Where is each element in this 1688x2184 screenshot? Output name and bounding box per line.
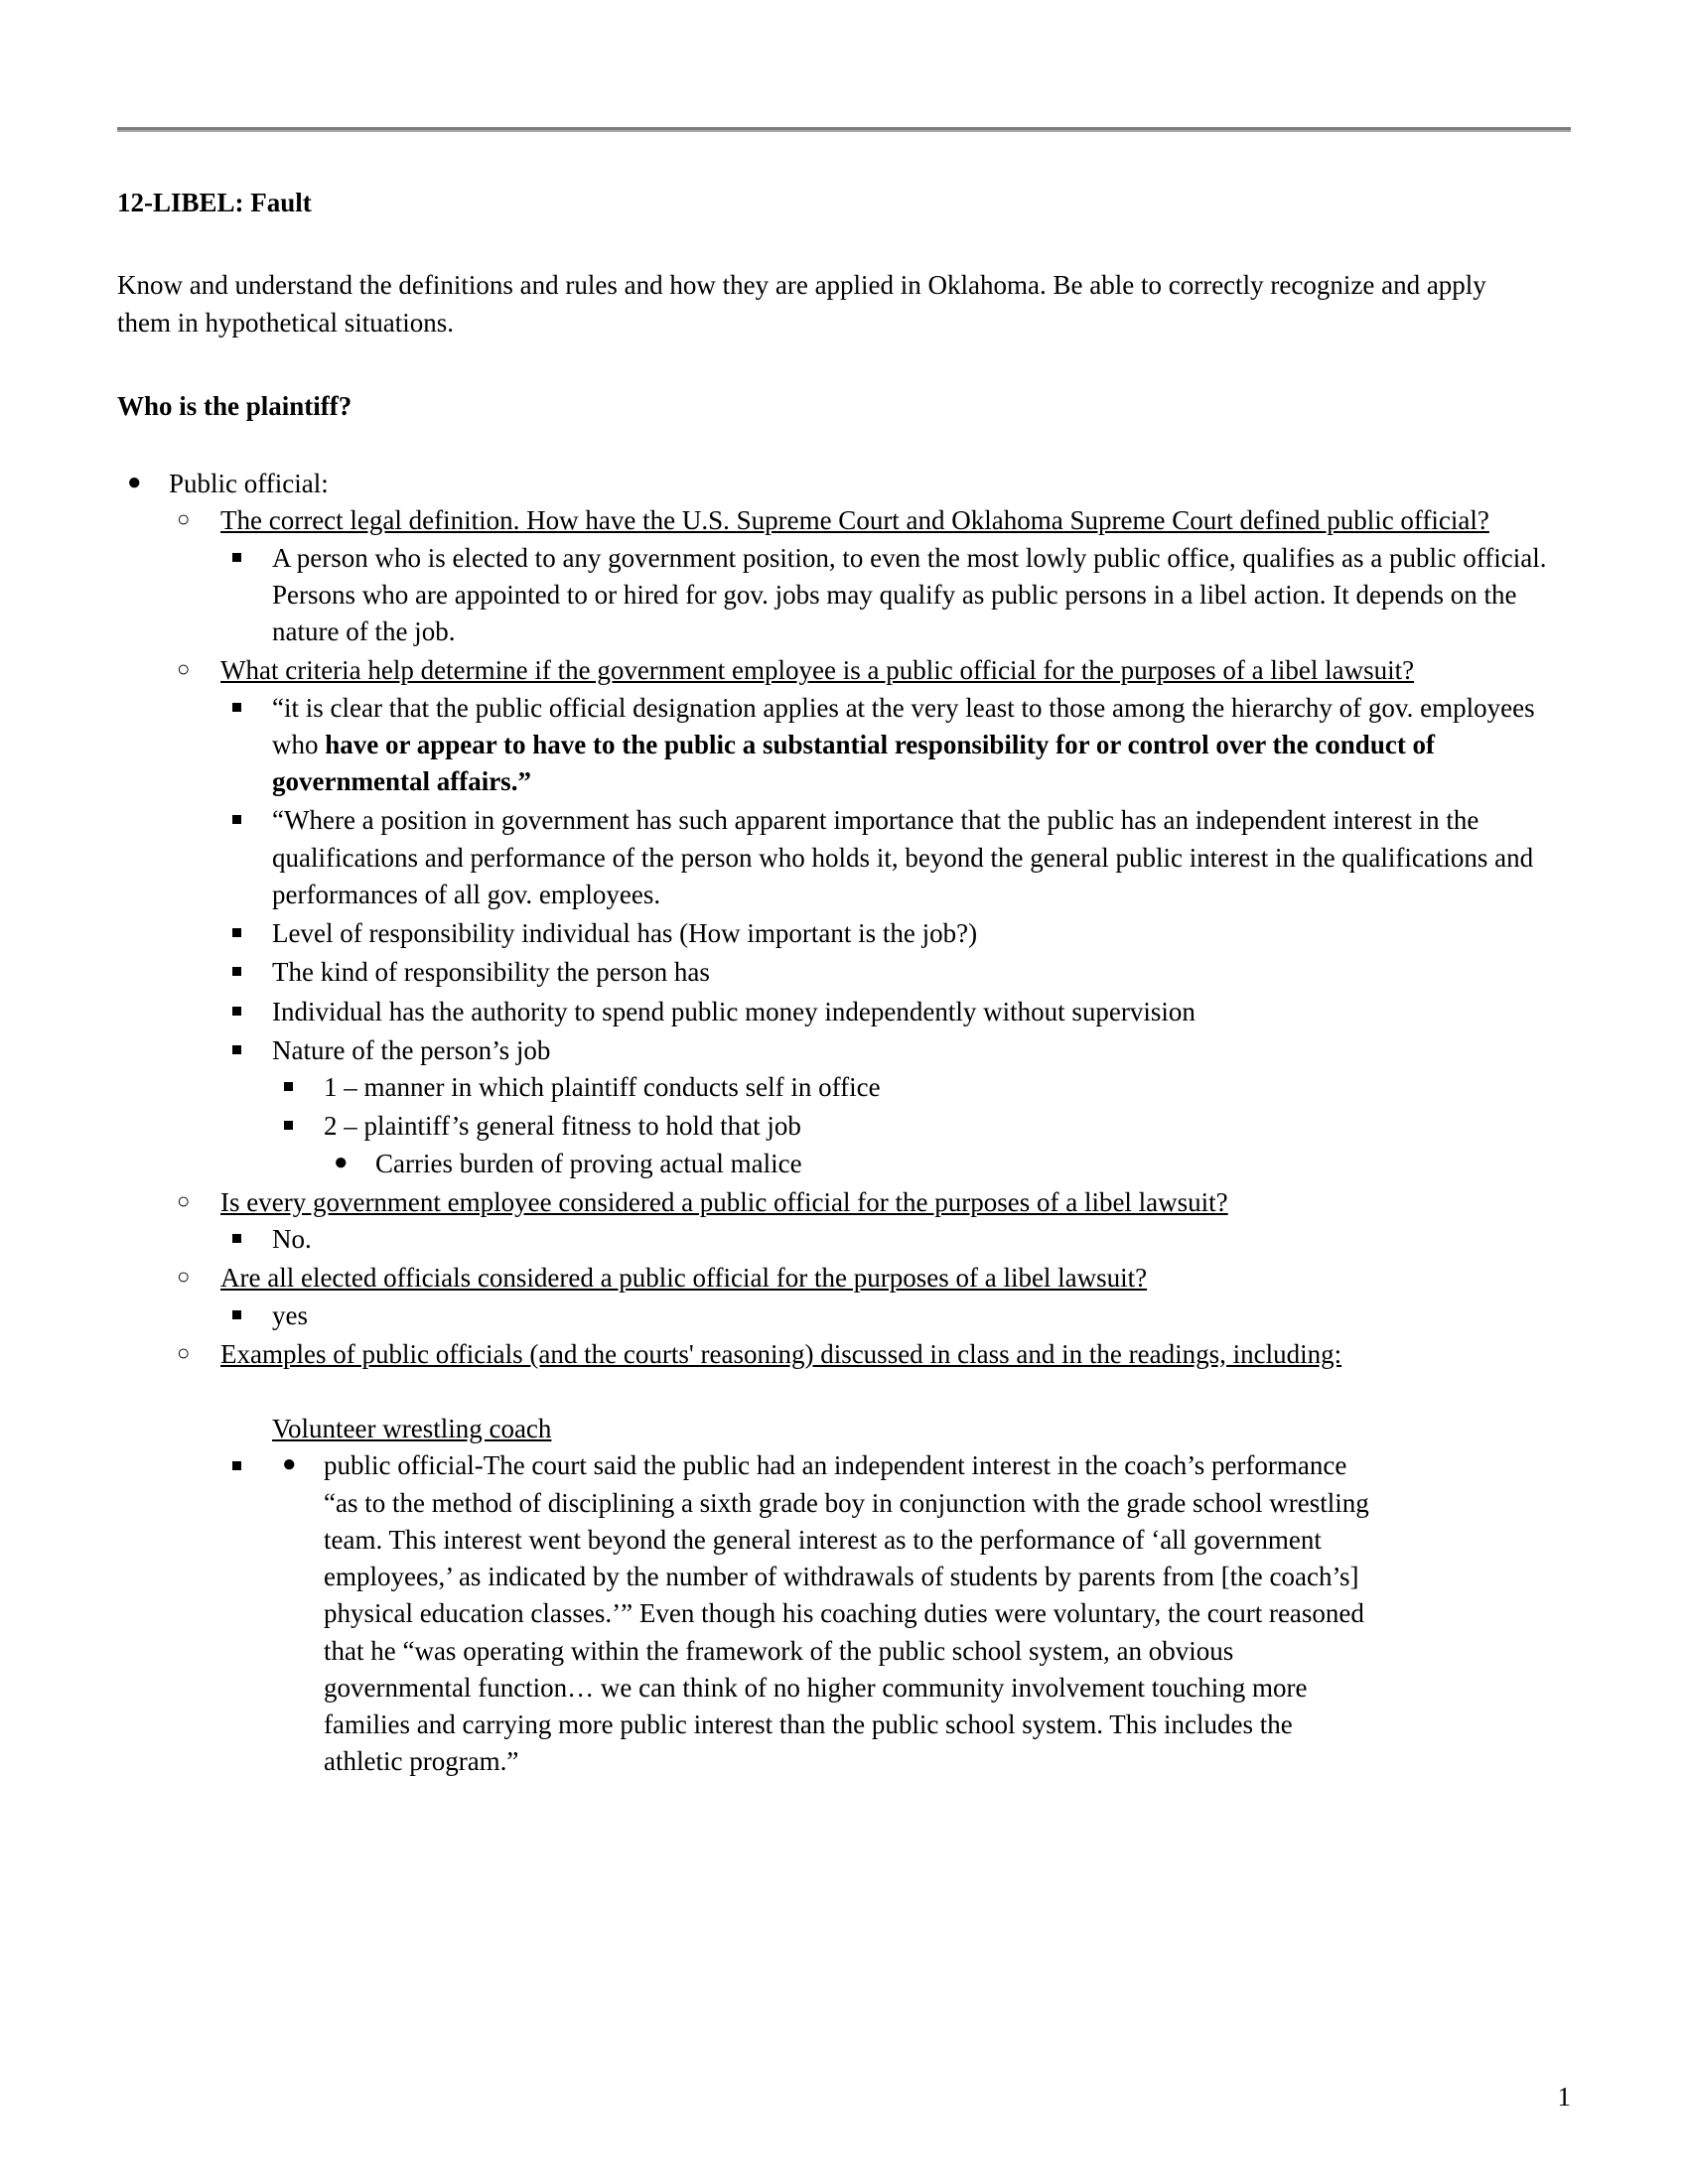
outline-level-3 <box>220 690 1571 1182</box>
list-item-question-criteria <box>169 652 1571 1182</box>
bullet-square-icon <box>232 1045 241 1054</box>
list-item-answer <box>220 1297 1571 1334</box>
criterion-text: Individual has the authority to spend public money independently without supervision <box>272 996 1196 1026</box>
bullet-circle-icon: ○ <box>177 1339 191 1365</box>
outline-level-3 <box>220 1297 1571 1334</box>
question-text: Are all elected officials considered a public official for the purposes of a libel lawsuit? <box>220 1263 1148 1294</box>
list-item-question-every-employee <box>169 1184 1571 1259</box>
bullet-square-icon <box>232 815 241 824</box>
bullet-square-icon <box>284 1121 293 1130</box>
outline-level-5 <box>324 1146 1571 1182</box>
criterion-text: Nature of the person’s job <box>272 1034 551 1065</box>
page-sheet <box>117 0 1571 2184</box>
bullet-circle-icon: ○ <box>177 506 191 532</box>
list-item-criterion-spend-public-money <box>220 994 1571 1030</box>
question-text: Examples of public officials (and the courts' reasoning) discussed in class and in the readings, including: <box>220 1338 1342 1369</box>
bullet-square-icon <box>284 1082 293 1091</box>
point-text: 2 – plaintiff’s general fitness to hold that job <box>324 1111 801 1142</box>
list-item-answer <box>220 1221 1571 1258</box>
outline-level-2 <box>169 502 1571 1780</box>
point-text: 1 – manner in which plaintiff conducts self in office <box>324 1072 881 1103</box>
intro-paragraph: Know and understand the definitions and rules and how they are applied in Oklahoma. Be able to correctly recognize and apply them in hypothetical situations. <box>117 270 1486 339</box>
bullet-disc-icon: ● <box>127 470 142 496</box>
point-text: Carries burden of proving actual malice <box>375 1148 802 1178</box>
bullet-disc-icon: ● <box>334 1149 349 1175</box>
bullet-square-icon <box>232 928 241 937</box>
outline-level-3 <box>220 1411 1571 1781</box>
list-item-nature-point-2 <box>272 1108 1571 1182</box>
quote-plain-part: “it is clear that the public official designation applies at the very least to those among the hierarchy of gov. employees who <box>272 692 1535 759</box>
criterion-text: The kind of responsibility the person has <box>272 957 710 988</box>
list-item-criterion-level-of-responsibility <box>220 915 1571 952</box>
bullet-square-icon <box>232 1461 241 1470</box>
quote-text <box>272 693 1535 797</box>
bullet-square-icon <box>232 1007 241 1016</box>
page-title: 12-LIBEL: Fault <box>117 188 312 217</box>
outline-level-4 <box>272 1069 1571 1182</box>
quote-text: “Where a position in government has such apparent importance that the public has an independent interest in the qualifications and performance of the person who holds it, beyond the general public interest in the qualifications and performances of all gov. employees. <box>272 805 1534 909</box>
answer-text: A person who is elected to any government position, to even the most lowly public office, qualifies as a public official. Persons who are appointed to or hired for gov. jobs may qualify as public persons in a libel action. It depends on the nature of the job. <box>272 542 1547 647</box>
outline-level-1 <box>117 466 1571 1781</box>
question-text: Is every government employee considered a public official for the purposes of a libel lawsuit? <box>220 1186 1228 1217</box>
list-item-quote-apparent-importance <box>220 802 1571 913</box>
question-text: What criteria help determine if the government employee is a public official for the purposes of a libel lawsuit? <box>220 655 1415 686</box>
list-item-label: Public official: <box>169 469 329 499</box>
bullet-disc-icon: ● <box>282 1451 297 1478</box>
example-reasoning-text: public official-The court said the public had an independent interest in the coach’s performance “as to the method of disciplining a sixth grade boy in conjunction with the grade school wrestling team. This interest went beyond the general interest as to the performance of ‘all government employees,’ as indicated by the number of withdrawals of students by parents from [the coach’s] physical education classes.’” Even though his coaching duties were voluntary, the court reasoned that he “was operating within the framework of the public school system, an obvious governmental function… we can think of no higher community involvement touching more families and carrying more public interest than the public school system. This includes the athletic program.” <box>324 1450 1369 1777</box>
list-item-examples-of-public-officials <box>169 1336 1571 1781</box>
quote-bold-part: have or appear to have to the public a substantial responsibility for or control over the conduct of governmental affairs.” <box>272 729 1436 797</box>
outline-level-4 <box>272 1447 1571 1780</box>
question-text: The correct legal definition. How have the U.S. Supreme Court and Oklahoma Supreme Court defined public official? <box>220 505 1489 536</box>
bullet-circle-icon: ○ <box>177 656 191 682</box>
page-number: 1 <box>1557 2082 1571 2112</box>
list-item-answer <box>220 540 1571 651</box>
list-item-criterion-nature-of-job <box>220 1032 1571 1182</box>
bullet-square-icon <box>232 967 241 976</box>
bullet-circle-icon: ○ <box>177 1187 191 1213</box>
list-item-nature-point-1 <box>272 1069 1571 1106</box>
bullet-circle-icon: ○ <box>177 1264 191 1290</box>
answer-text: No. <box>272 1224 312 1255</box>
bullet-square-icon <box>232 1310 241 1319</box>
header-rule-divider <box>117 127 1571 132</box>
list-item-public-official <box>117 466 1571 1781</box>
list-item-quote-designation <box>220 690 1571 801</box>
bullet-square-icon <box>232 553 241 562</box>
list-item-example-volunteer-wrestling-coach <box>220 1411 1571 1781</box>
answer-text: yes <box>272 1299 308 1330</box>
list-item-example-reasoning <box>272 1447 1571 1780</box>
list-item-actual-malice-burden <box>324 1146 1571 1182</box>
example-label: Volunteer wrestling coach <box>272 1414 552 1444</box>
bullet-square-icon <box>232 1234 241 1243</box>
list-item-criterion-kind-of-responsibility <box>220 954 1571 991</box>
criterion-text: Level of responsibility individual has (How important is the job?) <box>272 918 978 949</box>
list-item-question-definition <box>169 502 1571 650</box>
list-item-question-elected-officials <box>169 1260 1571 1334</box>
outline-level-3 <box>220 1221 1571 1258</box>
section-heading-who-is-the-plaintiff: Who is the plaintiff? <box>117 390 352 421</box>
bullet-square-icon <box>232 703 241 712</box>
outline-level-3 <box>220 540 1571 651</box>
